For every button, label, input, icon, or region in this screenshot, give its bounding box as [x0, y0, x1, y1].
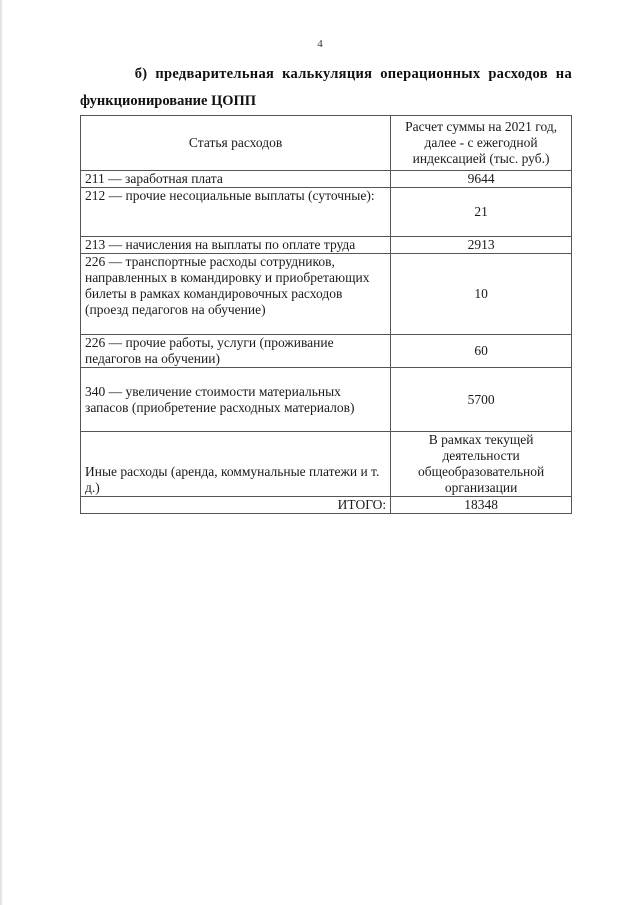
expense-item-cell: 226 — транспортные расходы сотрудников, направленных в командировку и приобретающих билеты в рамках командировочных расходов (проезд педагогов на обучение)	[81, 254, 391, 335]
table-header-row	[81, 116, 572, 171]
amount-cell: В рамках текущей деятельности общеобразовательной организации	[391, 432, 572, 497]
amount-cell: 21	[391, 188, 572, 237]
expense-item-cell: 212 — прочие несоциальные выплаты (суточные):	[81, 188, 391, 237]
total-label: ИТОГО:	[81, 497, 391, 514]
total-row	[81, 497, 572, 514]
expense-item-cell: 211 — заработная плата	[81, 171, 391, 188]
column-header-amount: Расчет суммы на 2021 год, далее - с ежегодной индексацией (тыс. руб.)	[391, 116, 572, 171]
total-amount: 18348	[391, 497, 572, 514]
expense-item-cell: 213 — начисления на выплаты по оплате труда	[81, 237, 391, 254]
amount-cell: 9644	[391, 171, 572, 188]
expense-item-cell: 340 — увеличение стоимости материальных запасов (приобретение расходных материалов)	[81, 368, 391, 432]
expense-item-cell: Иные расходы (аренда, коммунальные платежи и т. д.)	[81, 432, 391, 497]
table-row	[81, 254, 572, 335]
amount-cell: 5700	[391, 368, 572, 432]
amount-cell: 10	[391, 254, 572, 335]
table-row	[81, 171, 572, 188]
page-number: 4	[317, 38, 323, 50]
column-header-expense-item: Статья расходов	[81, 116, 391, 171]
table-row	[81, 368, 572, 432]
expense-table	[80, 115, 572, 514]
table-row	[81, 335, 572, 368]
amount-cell: 2913	[391, 237, 572, 254]
section-heading-line-2: функционирование ЦОПП	[80, 93, 257, 109]
amount-cell: 60	[391, 335, 572, 368]
table-row	[81, 188, 572, 237]
expense-item-cell: 226 — прочие работы, услуги (проживание педагогов на обучении)	[81, 335, 391, 368]
scan-edge	[0, 0, 3, 905]
section-heading-line-1: б) предварительная калькуляция операционных расходов на	[134, 66, 572, 82]
table-row	[81, 432, 572, 497]
table-row	[81, 237, 572, 254]
